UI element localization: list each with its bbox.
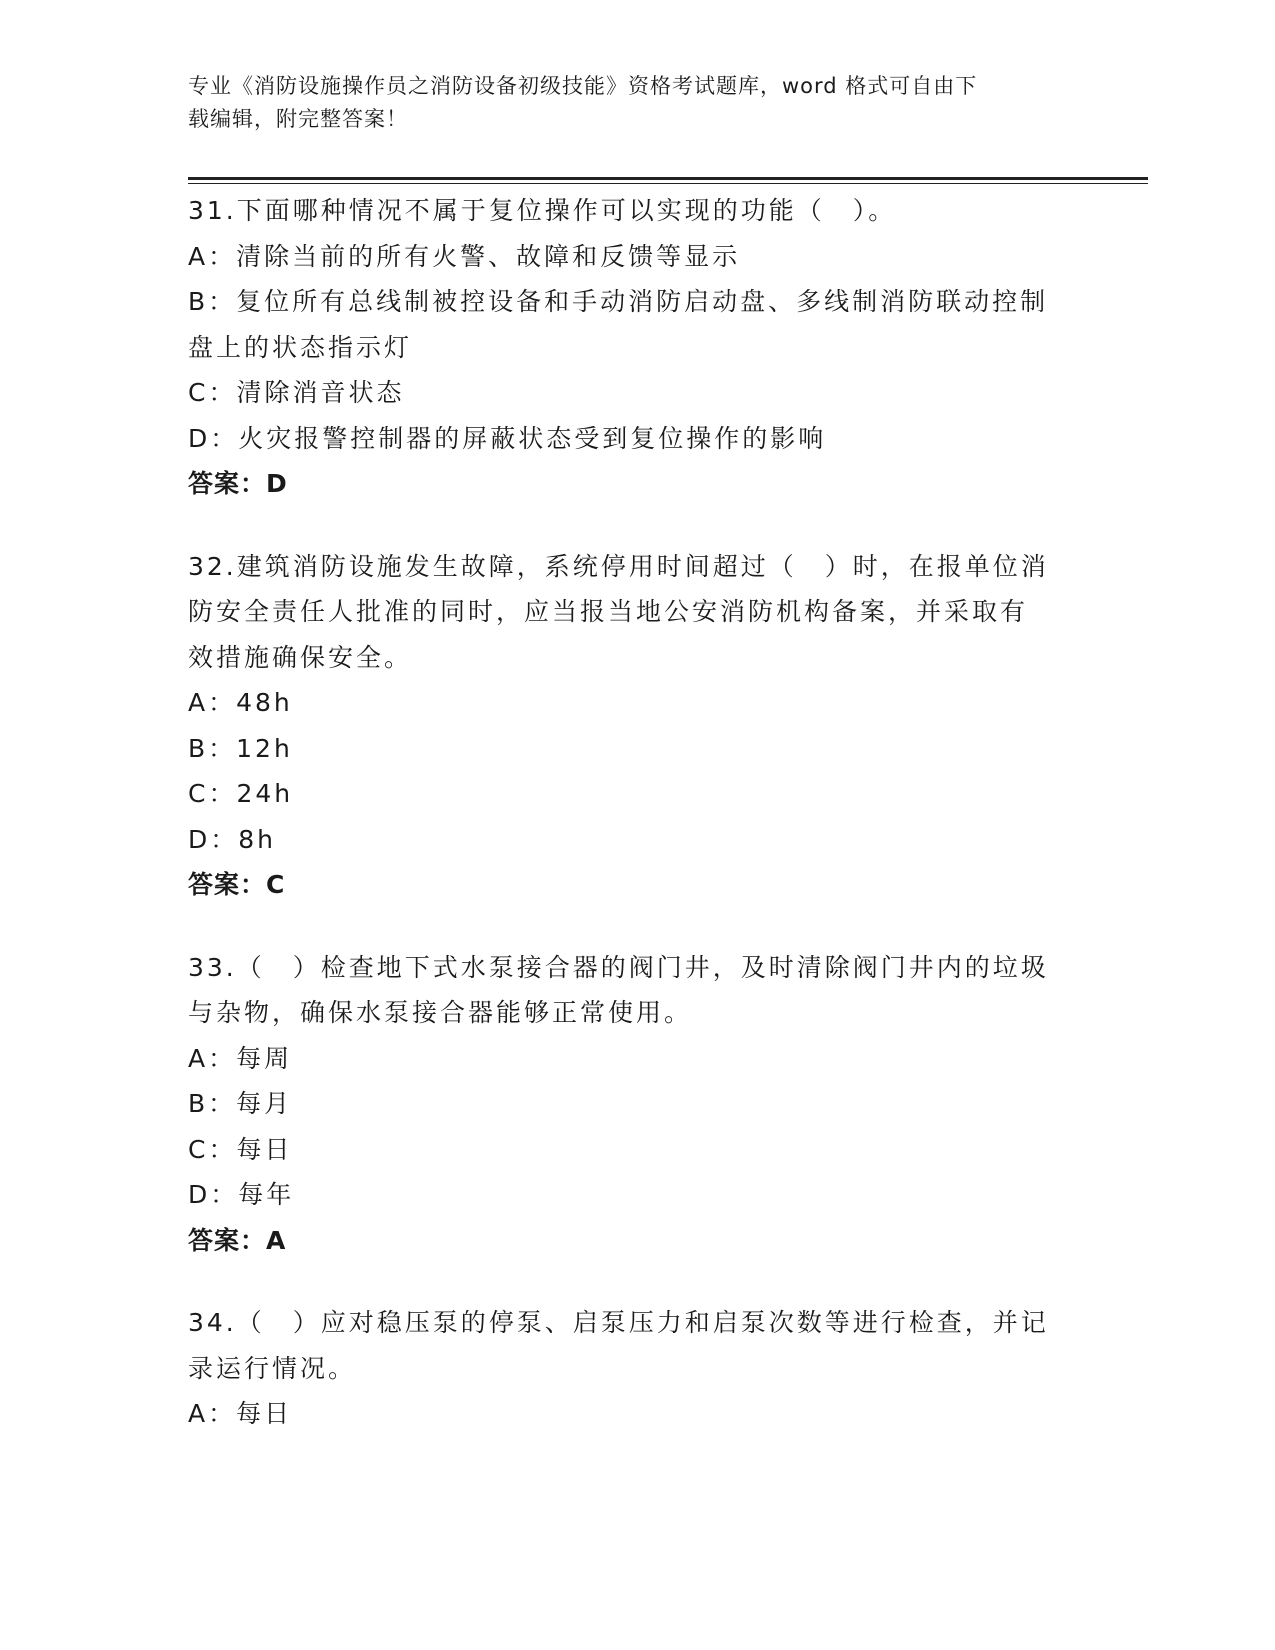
option-line: A：每周 [188, 1043, 293, 1073]
question-block [188, 1300, 1088, 1437]
option-line: C：24h [188, 779, 294, 808]
question-stem-line: 录运行情况。 [188, 1353, 357, 1383]
option-line: B：每月 [188, 1089, 293, 1118]
question-block [188, 544, 1088, 908]
option-line: A：48h [188, 688, 293, 717]
option-line: 盘上的状态指示灯 [188, 332, 413, 362]
answer-line: 答案：C [188, 870, 286, 899]
option-line: B：复位所有总线制被控设备和手动消防启动盘、多线制消防联动控制 [188, 287, 1049, 316]
answer-line: 答案：A [188, 1225, 287, 1255]
question-stem-line: 与杂物，确保水泵接合器能够正常使用。 [188, 998, 693, 1027]
header-rule-thick [188, 177, 1148, 180]
question-stem-line: 防安全责任人批准的同时，应当报当地公安消防机构备案，并采取有 [188, 597, 1029, 626]
question-stem-line: 31.下面哪种情况不属于复位操作可以实现的功能（ ）。 [188, 196, 897, 225]
document-header [188, 70, 1068, 136]
option-line: A：清除当前的所有火警、故障和反馈等显示 [188, 241, 741, 271]
option-line: B：12h [188, 733, 293, 763]
option-line: D：火灾报警控制器的屏蔽状态受到复位操作的影响 [188, 423, 827, 453]
question-list [188, 188, 1088, 1437]
header-rule-thin [188, 183, 1148, 184]
question-stem-line: 32.建筑消防设施发生故障，系统停用时间超过（ ）时，在报单位消 [188, 551, 1049, 581]
option-line: C：每日 [188, 1134, 293, 1164]
option-line: C：清除消音状态 [188, 378, 405, 407]
question-block [188, 188, 1088, 507]
question-block [188, 945, 1088, 1264]
question-stem-line: 33.（ ）检查地下式水泵接合器的阀门井，及时清除阀门井内的垃圾 [188, 952, 1049, 982]
question-stem-line: 效措施确保安全。 [188, 642, 413, 672]
header-line-2: 载编辑，附完整答案！ [188, 107, 408, 131]
option-line: D：每年 [188, 1180, 295, 1209]
answer-line: 答案：D [188, 469, 288, 498]
option-line: D：8h [188, 824, 277, 854]
question-stem-line: 34.（ ）应对稳压泵的停泵、启泵压力和启泵次数等进行检查，并记 [188, 1308, 1049, 1337]
header-line-1: 专业《消防设施操作员之消防设备初级技能》资格考试题库，word 格式可自由下 [188, 74, 978, 98]
option-line: A：每日 [188, 1399, 293, 1428]
